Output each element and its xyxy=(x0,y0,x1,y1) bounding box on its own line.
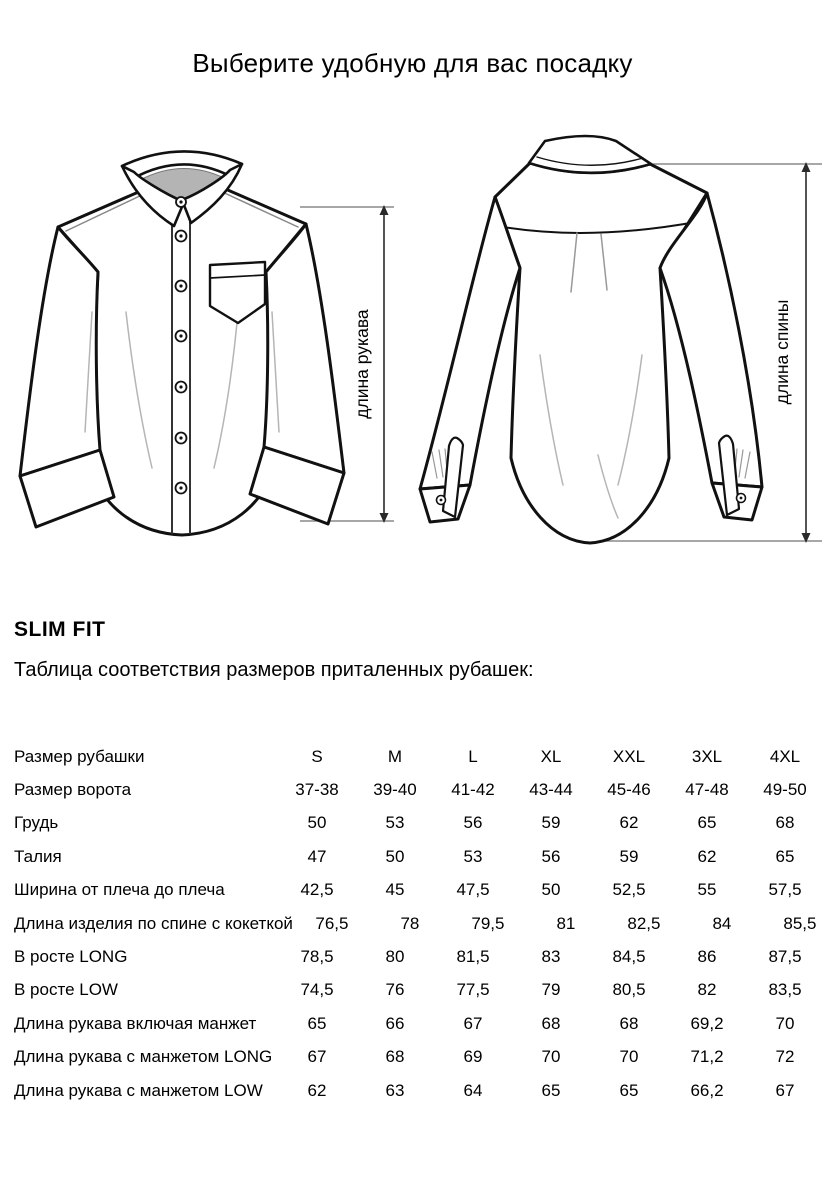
size-value: 79 xyxy=(541,980,561,1000)
size-value: 68 xyxy=(385,1047,405,1067)
size-value: 79,5 xyxy=(471,913,505,933)
size-value: 68 xyxy=(619,1013,639,1033)
size-value: 76,5 xyxy=(315,913,349,933)
size-value: 52,5 xyxy=(612,880,646,900)
size-value: 63 xyxy=(385,1080,405,1100)
size-value: 69,2 xyxy=(690,1013,724,1033)
table-row xyxy=(14,907,825,940)
size-value: 83 xyxy=(541,947,561,967)
size-value: 50 xyxy=(541,880,561,900)
size-value: 65 xyxy=(775,846,795,866)
size-value: 67 xyxy=(775,1080,795,1100)
row-label: Длина изделия по спине с кокеткой xyxy=(14,913,293,933)
back-right-sleeve xyxy=(660,193,762,520)
size-value: 45-46 xyxy=(607,780,651,800)
size-value: 81 xyxy=(556,913,576,933)
size-value: 41-42 xyxy=(451,780,495,800)
row-label: Длина рукава с манжетом LONG xyxy=(14,1047,273,1067)
size-value: 47 xyxy=(307,846,327,866)
size-value: 83,5 xyxy=(768,980,802,1000)
size-value: 80 xyxy=(385,947,405,967)
table-row xyxy=(14,1041,825,1074)
row-label: Талия xyxy=(14,846,62,866)
section-subtitle: Таблица соответствия размеров приталенных рубашек: xyxy=(14,659,534,681)
size-value: XL xyxy=(540,746,562,766)
size-value: 81,5 xyxy=(456,947,490,967)
table-row xyxy=(14,974,825,1007)
size-value: 72 xyxy=(775,1047,795,1067)
section-heading: SLIM FIT xyxy=(14,618,106,641)
size-value: 68 xyxy=(775,813,795,833)
size-value: 67 xyxy=(307,1047,327,1067)
size-value: 56 xyxy=(463,813,483,833)
sleeve-length-label: длина рукава xyxy=(352,309,372,419)
size-value: 78 xyxy=(400,913,420,933)
size-value: 62 xyxy=(307,1080,327,1100)
table-row xyxy=(14,940,825,973)
back-length-dimension xyxy=(772,162,811,543)
size-value: 65 xyxy=(307,1013,327,1033)
size-value: 70 xyxy=(775,1013,795,1033)
size-value: 53 xyxy=(463,846,483,866)
size-value: 82,5 xyxy=(627,913,661,933)
size-value: 47-48 xyxy=(685,780,729,800)
size-value: 49-50 xyxy=(763,780,807,800)
back-collar xyxy=(529,136,651,173)
size-table-body xyxy=(14,740,825,1107)
row-label: Размер рубашки xyxy=(14,746,145,766)
size-value: 62 xyxy=(697,846,717,866)
size-value: 69 xyxy=(463,1047,483,1067)
size-value: XXL xyxy=(612,746,646,766)
size-value: 59 xyxy=(619,846,639,866)
table-row xyxy=(14,740,825,773)
size-value: 56 xyxy=(541,846,561,866)
size-value: 82 xyxy=(697,980,717,1000)
row-label: Размер ворота xyxy=(14,780,132,800)
size-value: 37-38 xyxy=(295,780,339,800)
size-value: 50 xyxy=(307,813,327,833)
back-length-label: длина спины xyxy=(772,299,792,405)
size-value: 80,5 xyxy=(612,980,646,1000)
row-label: В росте LOW xyxy=(14,980,118,1000)
size-value: 84,5 xyxy=(612,947,646,967)
size-value: 43-44 xyxy=(529,780,573,800)
size-value: S xyxy=(311,746,323,766)
size-value: 65 xyxy=(697,813,717,833)
size-value: 76 xyxy=(385,980,405,1000)
size-value: 42,5 xyxy=(300,880,334,900)
size-value: 71,2 xyxy=(690,1047,724,1067)
size-value: 64 xyxy=(463,1080,483,1100)
size-value: 77,5 xyxy=(456,980,490,1000)
sleeve-length-dimension xyxy=(352,205,389,523)
back-left-sleeve xyxy=(420,197,520,522)
table-row xyxy=(14,840,825,873)
table-row xyxy=(14,1074,825,1107)
shirt-front-drawing xyxy=(20,151,344,535)
size-value: 66,2 xyxy=(690,1080,724,1100)
table-row xyxy=(14,773,825,806)
row-label: В росте LONG xyxy=(14,947,128,967)
size-value: 74,5 xyxy=(300,980,334,1000)
row-label: Ширина от плеча до плеча xyxy=(14,880,225,900)
size-value: 47,5 xyxy=(456,880,490,900)
size-value: 84 xyxy=(712,913,732,933)
size-value: 70 xyxy=(619,1047,639,1067)
size-value: 85,5 xyxy=(783,913,817,933)
size-value: 65 xyxy=(619,1080,639,1100)
size-value: 70 xyxy=(541,1047,561,1067)
table-row xyxy=(14,874,825,907)
size-value: 55 xyxy=(697,880,717,900)
size-value: 50 xyxy=(385,846,405,866)
size-value: 87,5 xyxy=(768,947,802,967)
size-table xyxy=(14,740,825,1107)
size-value: 3XL xyxy=(691,746,723,766)
size-value: 45 xyxy=(385,880,405,900)
page-title: Выберите удобную для вас посадку xyxy=(192,48,633,78)
table-row xyxy=(14,807,825,840)
shirt-back-drawing xyxy=(420,136,762,543)
back-body xyxy=(495,163,707,543)
size-value: 67 xyxy=(463,1013,483,1033)
size-value: 78,5 xyxy=(300,947,334,967)
size-value: 57,5 xyxy=(768,880,802,900)
row-label: Длина рукава с манжетом LOW xyxy=(14,1080,263,1100)
size-value: 59 xyxy=(541,813,561,833)
row-label: Грудь xyxy=(14,813,59,833)
size-value: 62 xyxy=(619,813,639,833)
size-value: 68 xyxy=(541,1013,561,1033)
size-value: 39-40 xyxy=(373,780,417,800)
size-value: 4XL xyxy=(769,746,801,766)
size-value: L xyxy=(468,746,478,766)
size-value: M xyxy=(387,746,403,766)
row-label: Длина рукава включая манжет xyxy=(14,1013,257,1033)
size-value: 53 xyxy=(385,813,405,833)
table-row xyxy=(14,1007,825,1040)
size-value: 66 xyxy=(385,1013,405,1033)
size-value: 65 xyxy=(541,1080,561,1100)
size-value: 86 xyxy=(697,947,717,967)
